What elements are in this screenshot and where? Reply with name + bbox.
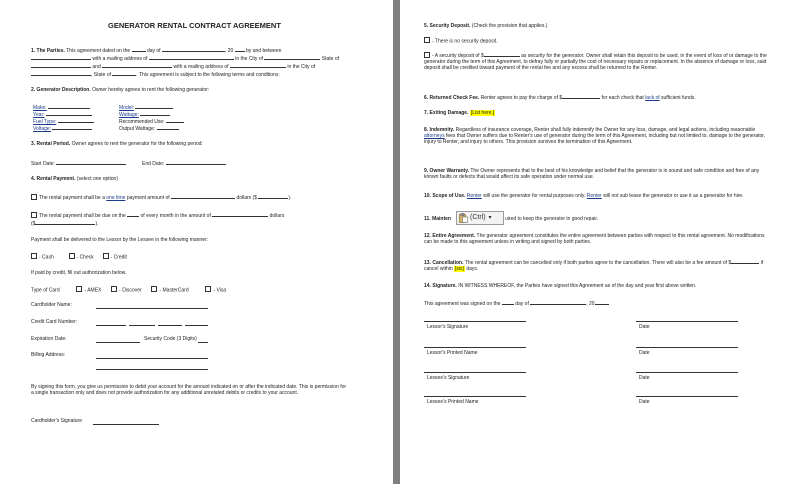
payment-text: ($ [31,221,36,227]
entire-agreement-text: The generator agreement constitutes the entire agreement between parties with respect to this rental agreement. No modifications can be made to this agreement unless in writing and signed by both parties. [424,233,765,245]
payment-option-1 [31,193,291,201]
cardholder-signature-label: Cardholder's Signature [31,418,82,424]
cardholder-signature-field[interactable] [93,424,159,425]
indemnity-text: fees that Owner suffers due to Renter's use of generator during the term of this Agreement, including but not limited to, damage to the generator, injury to Renter, and injury to others. This provision survives the termination of this Agreement. [424,133,766,145]
model-field[interactable] [135,103,173,109]
cash-checkbox[interactable] [31,253,37,259]
month-field[interactable] [162,46,225,52]
opt1-dollar-field[interactable] [258,193,288,199]
end-date-row [142,159,226,167]
consent-paragraph: By signing this form, you give us permission to debit your account for the amount indicated on or after the indicated date. This is permission for a single transaction only and does not provide authorization for any additional unrelated debits or credits to your account. [31,384,347,396]
mastercard-label: - MasterCard [159,287,189,294]
scope-heading: 10. Scope of Use. [424,193,466,199]
party2-address-field[interactable] [230,62,286,68]
clipboard-icon [459,213,468,223]
credit-label: - Credit [110,254,127,261]
year-field[interactable] [235,46,245,52]
rental-payment-text: (select one option) [76,176,118,182]
lessor-signature-field[interactable] [424,321,526,322]
voltage-field[interactable] [52,124,92,130]
opt2-amount-field[interactable] [212,211,268,217]
paste-options-button[interactable] [456,211,504,225]
make-label: Make: [33,105,47,111]
payment-option-2-cont [31,219,99,227]
lessor-printed-label: Lessor's Printed Name [427,350,478,356]
entire-agreement-heading: 12. Entire Agreement. [424,233,476,239]
card-type-label: Type of Card [31,287,60,294]
parties-text: in the City of [235,56,263,62]
credit-checkbox[interactable] [103,253,109,259]
deposit-option-2 [424,51,770,71]
lessee-signature-date-label: Date [639,375,650,381]
billing-address-label: Billing Address: [31,352,66,358]
renter-text: Renter [466,193,482,199]
card-number-field-2[interactable] [129,325,155,326]
check-label: - Check [76,254,94,261]
parties-text: by and between [246,48,282,54]
parties-text: This agreement dated on the [66,48,131,54]
year-label: Year: [33,112,45,118]
cash-label: - Cash [39,254,54,261]
list-here-placeholder[interactable]: [List here.] [470,110,495,116]
billing-address-field-1[interactable] [96,358,208,359]
document-title: GENERATOR RENTAL CONTRACT AGREEMENT [108,21,281,30]
returned-check-text: Renter agrees to pay the charge of $ [480,95,563,101]
lessee-signature-field[interactable] [424,372,526,373]
opt1-amount-field[interactable] [171,193,235,199]
discover-label: - Discover [119,287,142,294]
returned-check-heading: 6. Returned Check Fee. [424,95,480,101]
deposit-option-1 [424,37,498,45]
output-wattage-label: Output Wattage: [119,126,156,132]
signed-day-field[interactable] [502,299,514,305]
cardholder-name-field[interactable] [96,308,208,309]
fuel-type-label: Fuel Type: [33,119,57,125]
paste-ctrl-label: (Ctrl) [470,214,486,221]
option1-checkbox[interactable] [31,194,37,200]
signed-on-text: This agreement was signed on the [424,301,501,307]
scope-paragraph [424,193,770,199]
parties-heading: 1. The Parties. [31,48,65,54]
credit-instructions: If paid by credit, fill out authorization below. [31,270,127,276]
wattage-label: Wattage: [119,112,139,118]
signature-heading: 14. Signature. [424,283,457,289]
billing-address-field-2[interactable] [96,369,208,370]
maintenance-line [424,216,451,222]
visa-label: - Visa [213,287,227,294]
lessee-printed-field[interactable] [424,396,526,397]
cancellation-heading: 13. Cancellation. [424,260,464,266]
signature-section-line [424,283,696,289]
warranty-paragraph [424,168,770,180]
parties-line-2 [31,54,339,62]
payment-option-2 [31,211,284,219]
renter-text: Renter [586,193,602,199]
opt2-day-field[interactable] [127,211,139,217]
chevron-down-icon: ▾ [488,215,492,221]
parties-text: day of [146,48,161,54]
discover-checkbox[interactable] [111,286,117,292]
description-heading: 2. Generator Description. [31,87,91,93]
party1-name-field[interactable] [31,54,91,60]
exiting-damage-heading: 7. Exiting Damage. [424,110,469,116]
model-label: Model: [119,105,135,111]
lessee-printed-date-label: Date [639,399,650,405]
warranty-heading: 9. Owner Warranty. [424,168,470,174]
lessee-signature-date-field[interactable] [636,372,738,373]
rental-period-text: Owner agrees to rent the generator for the following period: [71,141,203,147]
lessor-signature-date-label: Date [639,324,650,330]
payment-text: of every month in the amount of [140,213,211,219]
make-field[interactable] [48,103,90,109]
parties-text: , 20 [224,48,234,54]
lessor-signature-date-field[interactable] [636,321,738,322]
fuel-type-field[interactable] [58,117,94,123]
check-checkbox[interactable] [69,253,75,259]
party1-address-field[interactable] [149,54,234,60]
warranty-text: The Owner represents that to the best of his knowledge and belief that the generator is in sound and safe condition and free of any known faults or defects that would affect its safe operation under normal use. [424,168,760,180]
parties-text: and [92,64,101,70]
rental-payment-line [31,176,118,182]
start-date-row [31,159,126,167]
opt2-dollar-field[interactable] [35,219,95,225]
amex-label: - AMEX [84,287,102,294]
deposit-option-text: - There is no security deposit. [432,38,498,45]
parties-text: State of [321,56,340,62]
payment-text: ). [95,221,99,227]
parties-text: with a mailing address of [173,64,229,70]
end-date-field[interactable] [166,159,226,165]
card-number-field-4[interactable] [185,325,208,326]
party2-city-field[interactable] [31,70,91,76]
party2-name-field[interactable] [102,62,172,68]
indemnity-heading: 8. Indemnity. [424,127,455,133]
parties-line-3 [31,62,315,70]
maintenance-heading: 11. Mainten [424,216,451,222]
parties-text: , State of [91,72,112,78]
lessor-printed-date-label: Date [639,350,650,356]
lessor-signature-label: Lessor's Signature [427,324,469,330]
rental-period-line [31,141,203,147]
wattage-field[interactable] [140,110,170,116]
one-time-text: one time [106,195,126,201]
scope-text: will not sub lease the generator or use it as a generator for hire. [603,193,744,199]
lessee-printed-label: Lessee's Printed Name [427,399,479,405]
description-text: Owner hereby agrees to rent the following generator: [92,87,210,93]
recommended-use-label: Recommended Use: [119,119,165,125]
signed-on-line [424,299,609,307]
recommended-use-field[interactable] [166,117,184,123]
cardholder-name-label: Cardholder Name: [31,302,72,308]
payment-text: The rental payment shall be due on the [39,213,126,219]
party1-state-field[interactable] [31,62,91,68]
indemnity-paragraph [424,127,770,145]
payment-text: payment amount of [126,195,170,201]
deposit-option-text: - A security deposit of $ [432,53,484,59]
maintenance-text: uired to keep the generator in good repair. [505,216,599,222]
returned-check-text: for each check that [601,95,644,101]
output-wattage-row [119,124,179,132]
document-page-left [0,0,393,484]
entire-agreement-paragraph [424,233,770,245]
lessee-printed-date-field[interactable] [636,396,738,397]
lessee-signature-label: Lessee's Signature [427,375,470,381]
party1-city-field[interactable] [264,54,320,60]
lack-of-text: lack of [645,95,660,101]
card-type-row [31,286,226,294]
deposit-option-text: as security for the generator. Owner shall retain this deposit to be used, in the event of loss of or damage to the generator during the term of this Agreement, to defray fully or partially the cost of necessary repairs or replacement. In the absence of damage or loss, said deposit shall be credited toward payment of the rental fee and any excess shall be returned to the Renter. [424,53,767,71]
payment-method-row [31,253,127,261]
option2-checkbox[interactable] [31,212,37,218]
security-code-field[interactable] [198,342,208,343]
indemnity-text: Regardless of insurance coverage, Renter shall fully indemnify the Owner for any loss, damage, and legal actions, including reasonable [455,127,756,133]
rental-payment-heading: 4. Rental Payment. [31,176,76,182]
rental-period-heading: 3. Rental Period. [31,141,71,147]
lessor-printed-date-field[interactable] [636,347,738,348]
day-field[interactable] [132,46,146,52]
end-date-label: End Date: [142,161,165,167]
payment-text: dollars ($ [236,195,258,201]
description-line [31,87,209,93]
expiration-field[interactable] [96,342,140,343]
security-code-label: Security Code (3 Digits) [144,336,197,342]
output-wattage-field[interactable] [157,124,179,130]
lessor-printed-field[interactable] [424,347,526,348]
cancellation-text: The rental agreement can be cancelled only if both parties agree to the cancellation. There will also be a fee amount of $ [464,260,732,266]
parties-text: . This agreement is subject to the following terms and conditions: [136,72,280,78]
party2-state-field[interactable] [112,70,136,76]
exiting-damage-line [424,110,495,116]
visa-checkbox[interactable] [205,286,211,292]
attorneys-text: attorneys [424,133,445,139]
deposit-heading: 5. Security Deposit. [424,23,471,29]
payment-manner-text: Payment shall be delivered to the Lessor by the Lessee in the following manner: [31,237,209,243]
parties-text: with a mailing address of [92,56,148,62]
voltage-row [33,124,92,132]
expiration-label: Expiration Date: [31,336,67,342]
no-deposit-checkbox[interactable] [424,37,430,43]
amex-checkbox[interactable] [76,286,82,292]
year-desc-field[interactable] [46,110,92,116]
payment-text: The rental payment shall be a [39,195,105,201]
signed-on-text: day of [515,301,529,307]
signed-year-field[interactable] [595,299,609,305]
deposit-text: (Check the provision that applies.) [471,23,548,29]
card-number-field-1[interactable] [96,325,126,326]
payment-text: dollars [269,213,285,219]
cancellation-text: days. [466,266,479,272]
returned-check-line [424,93,696,101]
cancellation-text: if cancel within [424,260,764,272]
card-number-field-3[interactable] [158,325,182,326]
start-date-field[interactable] [56,159,126,165]
six-placeholder[interactable]: [six] [455,266,464,272]
document-page-right [400,0,794,484]
returned-check-text: sufficient funds. [661,95,696,101]
start-date-label: Start Date: [31,161,55,167]
cancellation-paragraph [424,258,770,272]
deposit-checkbox[interactable] [424,52,430,58]
parties-line-1 [31,46,281,54]
payment-text: ). [288,195,292,201]
mastercard-checkbox[interactable] [151,286,157,292]
parties-line-4 [31,70,280,78]
deposit-amount-field[interactable] [484,51,520,57]
returned-check-fee-field[interactable] [562,93,600,99]
voltage-label: Voltage: [33,126,52,132]
card-number-label: Credit Card Number: [31,319,78,325]
signed-on-text: , 20 [586,301,595,307]
signature-text: IN WITNESS WHEREOF, the Parties have signed this Agreement as of the day and year first above written. [458,283,697,289]
signed-month-field[interactable] [530,299,586,305]
parties-text: in the City of [287,64,316,70]
scope-text: will use the generator for rental purposes only. [483,193,586,199]
deposit-line [424,23,547,29]
cancellation-fee-field[interactable] [731,258,759,264]
